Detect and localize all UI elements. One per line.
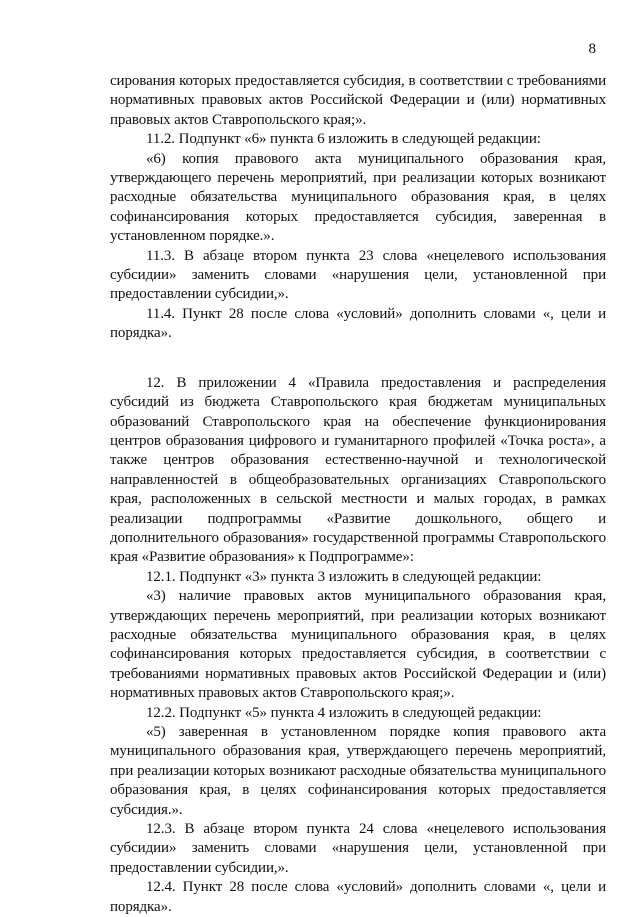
paragraph-11-3: 11.3. В абзаце втором пункта 23 слова «нецелевого использования субсидии» заменить словами «нарушения цели, установленной при предоставлении субсидии,». [110, 247, 606, 303]
page-number: 8 [588, 41, 596, 57]
paragraph-11-2-text: «6) копия правового акта муниципального образования края, утверждающего перечень мероприятий, при реализации которых возникают расходные обязательства муниципального образования края, в целях софинансирования которых предоставляется субсидия, заверенная в установленном порядке.». [110, 150, 606, 245]
document-body [110, 72, 606, 917]
paragraph-12-1: 12.1. Подпункт «3» пункта 3 изложить в следующей редакции: [146, 568, 542, 585]
paragraph-12-4: 12.4. Пункт 28 после слова «условий» дополнить словами «, цели и порядка». [110, 879, 606, 915]
paragraph-12-1-text: «3) наличие правовых актов муниципального образования края, утверждающих перечень мероприятий, при реализации которых возникают расходные обязательства муниципального образования края, в целях софинансирования которых предоставляется субсидия, в соответствии с требованиями нормативных правовых актов Российской Федерации и (или) нормативных правовых актов Ставропольского края;». [110, 588, 606, 702]
paragraph-12: 12. В приложении 4 «Правила предоставления и распределения субсидий из бюджета Ставропольского края бюджетам муниципальных образований Ставропольского края на обеспечение функционирования центров образования цифрового и гуманитарного профилей «Точка роста», а также центров образования естественно-научной и технологической направленностей в общеобразовательных организациях Ставропольского края, расположенных в сельской местности и малых городах, в рамках реализации подпрограммы «Развитие дошкольного, общего и дополнительного образования» государственной программы Ставропольского края «Развитие образования» к Подпрограмме»: [110, 374, 606, 566]
paragraph-continuation: сирования которых предоставляется субсидия, в соответствии с требованиями нормативных правовых актов Российской Федерации и (или) нормативных правовых актов Ставропольского края;». [110, 73, 606, 128]
paragraph-12-2: 12.2. Подпункт «5» пункта 4 изложить в следующей редакции: [146, 704, 542, 721]
paragraph-12-2-text: «5) заверенная в установленном порядке копия правового акта муниципального образования края, утверждающего перечень мероприятий, при реализации которых возникают расходные обязательства муниципального образования края, в целях софинансирования которых предоставляется субсидия.». [110, 724, 606, 818]
paragraph-11-2: 11.2. Подпункт «6» пункта 6 изложить в следующей редакции: [146, 131, 541, 148]
section-gap [110, 344, 606, 374]
paragraph-11-4: 11.4. Пункт 28 после слова «условий» дополнить словами «, цели и порядка». [110, 305, 606, 342]
paragraph-12-3: 12.3. В абзаце втором пункта 24 слова «нецелевого использования субсидии» заменить словами «нарушения цели, установленной при предоставлении субсидии,». [110, 821, 606, 876]
